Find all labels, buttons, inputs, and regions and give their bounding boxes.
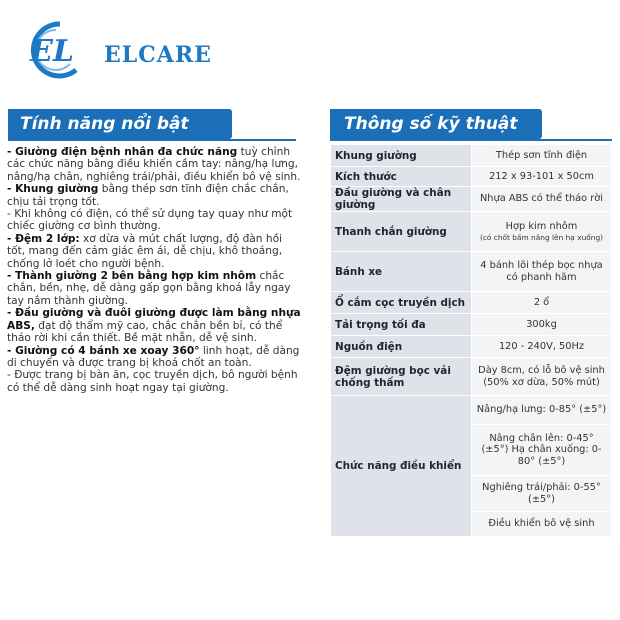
spec-value-list: [472, 396, 612, 537]
spec-key: Thanh chắn giường: [331, 212, 472, 252]
brand-logo: [16, 18, 236, 80]
spec-value: [472, 212, 612, 252]
feature-item: - Đệm 2 lớp: xơ dừa và mút chất lượng, độ đàn hồi tốt, mang đến cảm giác êm ái, dễ chịu, khô thoáng, chống lở loét cho người bệnh.: [7, 232, 283, 270]
spec-key: Kích thước: [331, 167, 472, 187]
features-divider: [8, 139, 296, 141]
spec-key: Khung giường: [331, 145, 472, 167]
spec-row: [331, 252, 612, 292]
elcare-emblem-icon: [16, 18, 102, 80]
feature-item: - Khung giường bằng thép sơn tĩnh điện chắc chắn, chịu tải trọng tốt.: [7, 183, 289, 208]
brand-name: ELCARE: [104, 42, 212, 68]
spec-value: Thép sơn tĩnh điện: [472, 145, 612, 167]
spec-row: [331, 314, 612, 336]
spec-value: 4 bánh lõi thép bọc nhựa có phanh hãm: [472, 252, 612, 292]
spec-key: Tải trọng tối đa: [331, 314, 472, 336]
spec-value: 300kg: [472, 314, 612, 336]
spec-row: [331, 145, 612, 167]
spec-key: Bánh xe: [331, 252, 472, 292]
spec-key: Đầu giường và chân giường: [331, 187, 472, 212]
function-item: Điều khiển bô vệ sinh: [488, 518, 595, 529]
spec-key: Đệm giường bọc vải chống thấm: [331, 358, 472, 396]
spec-value: Nhựa ABS có thể tháo rời: [472, 187, 612, 212]
features-title: Tính năng nổi bật: [8, 109, 232, 139]
spec-key: Chức năng điều khiển: [331, 396, 472, 537]
spec-value: 2 ổ: [472, 292, 612, 314]
feature-item: - Thành giường 2 bên bằng hợp kim nhôm chắc chắn, bền, nhẹ, dễ dàng gấp gọn bằng khoá lẫy ngay tay nắm thành giường.: [7, 270, 291, 307]
function-item: Nâng chân lên: 0-45° (±5°) Hạ chân xuống: 0-80° (±5°): [472, 425, 611, 477]
spec-value: 212 x 93-101 x 50cm: [472, 167, 612, 187]
feature-item: - Đầu giường và đuôi giường được làm bằng nhựa ABS, đạt độ thẩm mỹ cao, chắc chắn bền bỉ, có thể tháo rời khi cần thiết. Bề mặt nhẵn, dễ vệ sinh.: [7, 307, 301, 345]
specs-table: [330, 144, 612, 537]
spec-key: Nguồn điện: [331, 336, 472, 358]
features-list: [7, 146, 303, 394]
spec-value-note: (có chốt bấm nâng lên hạ xuống): [479, 233, 604, 242]
feature-item: - Khi không có điện, có thể sử dụng tay quay như một chiếc giường cơ bình thường.: [7, 208, 293, 233]
spec-row: [331, 292, 612, 314]
spec-value: 120 - 240V, 50Hz: [472, 336, 612, 358]
feature-item: - Được trang bị bàn ăn, cọc truyền dịch, bô người bệnh có thể dễ dàng sinh hoạt ngay tại giường.: [7, 369, 298, 394]
spec-row-functions: [331, 396, 612, 537]
specs-title: Thông số kỹ thuật: [330, 109, 542, 139]
logo-letters: EL: [30, 34, 74, 69]
spec-row: [331, 187, 612, 212]
spec-row: [331, 212, 612, 252]
spec-key: Ổ cắm cọc truyền dịch: [331, 292, 472, 314]
feature-item: - Giường có 4 bánh xe xoay 360° linh hoạt, dễ dàng di chuyển và được trang bị khoá chốt an toàn.: [7, 344, 300, 369]
specs-divider: [330, 139, 612, 141]
spec-row: [331, 358, 612, 396]
feature-item: - Giường điện bệnh nhân đa chức năng tuỳ chỉnh các chức năng bằng điều khiển cầm tay: nâng/hạ lưng, nâng/hạ chân, nghiêng trái/phải, điều khiển bô vệ sinh.: [7, 146, 301, 183]
spec-value: Dày 8cm, có lỗ bô vệ sinh (50% xơ dừa, 50% mút): [472, 358, 612, 396]
spec-value-main: Hợp kim nhôm: [505, 221, 578, 232]
spec-row: [331, 167, 612, 187]
function-item: Nâng/hạ lưng: 0-85° (±5°): [472, 396, 611, 425]
spec-row: [331, 336, 612, 358]
function-item: Nghiêng trái/phải: 0-55°(±5°): [472, 476, 611, 512]
